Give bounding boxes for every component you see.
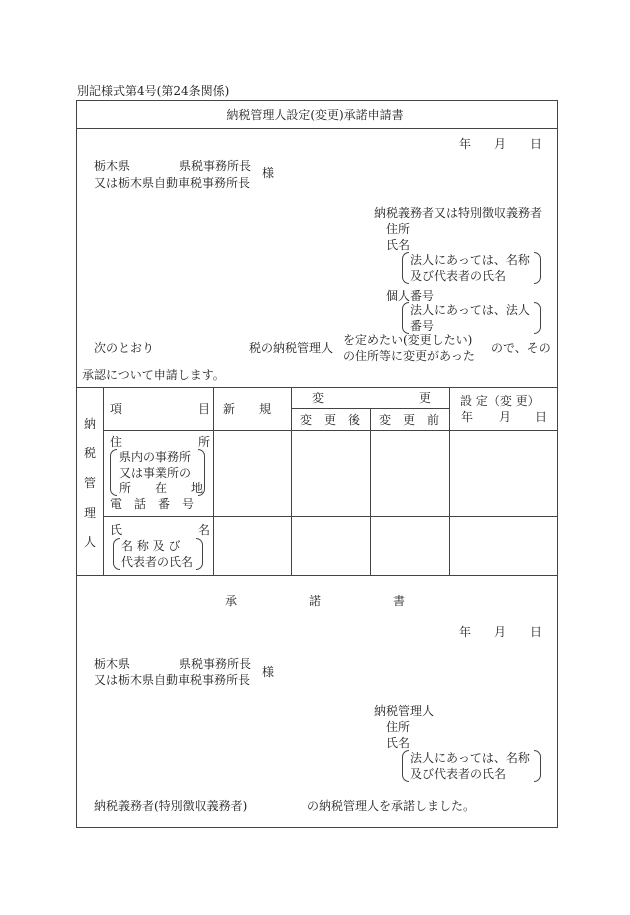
consent-corp-note-2: 及び代表者の氏名 (410, 767, 507, 781)
consent-addressee-alt: 又は栃木県自動車税事務所長 (94, 673, 251, 687)
body-tax: 税の納税管理人 (249, 341, 334, 355)
col-change-header-end: 更 (419, 391, 432, 405)
row-name-label-end: 名 (198, 523, 211, 537)
col-date-day: 日 (535, 410, 548, 424)
consent-frame (76, 575, 558, 828)
side-label-char: 理 (84, 506, 97, 520)
col-line (370, 408, 371, 576)
applicant-title: 納税義務者又は特別徴収義務者 (374, 206, 543, 220)
paren-left (402, 302, 409, 334)
col-line (103, 387, 104, 576)
header-bottom-line (103, 430, 558, 431)
col-item-header-end: 目 (198, 402, 211, 416)
row-address-label: 住 (110, 435, 123, 449)
side-label-char: 税 (84, 446, 97, 460)
consent-addressee-office: 県税事務所長 (179, 657, 252, 671)
row-phone-label: 電 話 番 号 (110, 497, 195, 511)
consent-addressee-prefecture: 栃木県 (94, 657, 131, 671)
consent-title: 承 諾 書 (224, 594, 405, 608)
consent-footer-right: の納税管理人を承諾しました。 (307, 799, 476, 813)
date-day: 日 (530, 137, 543, 151)
col-setdate-header: 設 定（変 更） (460, 394, 540, 408)
row-address-label-end: 所 (198, 435, 211, 449)
consent-date-year: 年 (459, 625, 472, 639)
row-address-note-1: 県内の事務所 (119, 450, 192, 464)
consent-date-month: 月 (494, 625, 507, 639)
addressee-alt: 又は栃木県自動車税事務所長 (94, 176, 251, 190)
body-continuation: 承認について申請します。 (82, 368, 225, 382)
row-name-note-2: 代表者の氏名 (121, 555, 194, 569)
col-before-header: 変 更 前 (379, 413, 440, 427)
row-name-label: 氏 (110, 523, 123, 537)
personal-number-label: 個人番号 (386, 289, 435, 303)
consent-honorific: 様 (262, 665, 275, 679)
date-year: 年 (459, 137, 472, 151)
consent-corp-note-1: 法人にあっては、名称 (410, 751, 530, 765)
consent-name-label: 氏名 (386, 736, 411, 750)
corp-note-2: 及び代表者の氏名 (410, 269, 507, 283)
paren-left (402, 252, 409, 284)
body-option-1: を定めたい(変更したい) (343, 333, 473, 347)
corp-note-1: 法人にあっては、名称 (410, 253, 530, 267)
body-end: ので、その (491, 341, 551, 355)
row-name-note-1: 名 称 及 び (121, 539, 181, 553)
col-date-month: 月 (499, 410, 512, 424)
paren-left (402, 750, 409, 782)
col-line (291, 387, 292, 576)
consent-address-label: 住所 (386, 720, 411, 734)
application-title: 納税管理人設定(変更)承諾申請書 (226, 108, 404, 122)
col-line (213, 387, 214, 576)
side-label-char: 人 (84, 535, 97, 549)
address-label: 住所 (386, 222, 411, 236)
side-label-char: 納 (84, 417, 97, 431)
side-label-char: 管 (84, 476, 97, 490)
col-change-header: 変 (312, 391, 325, 405)
date-month: 月 (494, 137, 507, 151)
addressee-prefecture: 栃木県 (94, 159, 131, 173)
addressee-office: 県税事務所長 (179, 159, 252, 173)
row-address-note-3: 所 在 地 (119, 481, 204, 495)
consent-footer-left: 納税義務者(特別徴収義務者) (94, 799, 248, 813)
paren-right (196, 538, 203, 570)
corp-number-note-1: 法人にあっては、法人 (410, 303, 530, 317)
col-date-year: 年 (461, 410, 474, 424)
row-divider (103, 516, 558, 517)
col-after-header: 変 更 後 (300, 413, 361, 427)
col-new-header: 新 規 (223, 402, 272, 416)
col-item-header: 項 (110, 402, 123, 416)
title-divider (76, 128, 558, 129)
consent-date-day: 日 (530, 625, 543, 639)
paren-right (534, 302, 541, 334)
corp-number-note-2: 番号 (410, 319, 435, 333)
body-option-2: の住所等に変更があった (343, 349, 475, 363)
paren-right (534, 750, 541, 782)
table-top-line (76, 387, 558, 388)
col-line (449, 387, 450, 576)
form-label: 別記様式第4号(第24条関係) (77, 84, 230, 98)
paren-right (534, 252, 541, 284)
paren-right (198, 449, 205, 496)
paren-left (113, 538, 120, 570)
agent-title: 納税管理人 (374, 704, 435, 718)
paren-left (110, 449, 117, 496)
name-label: 氏名 (386, 238, 411, 252)
honorific: 様 (262, 166, 275, 180)
body-start: 次のとおり (94, 341, 155, 355)
row-address-note-2: 又は事業所の (119, 466, 192, 480)
